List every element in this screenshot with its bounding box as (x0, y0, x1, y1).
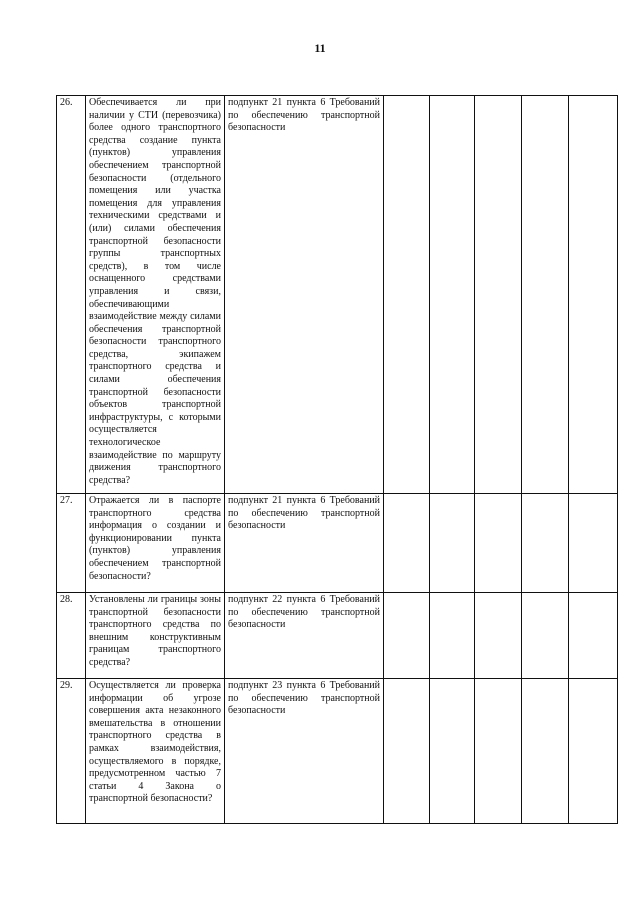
legal-reference: подпункт 23 пункта 6 Требований по обеспечению транспортной безопасности (225, 679, 384, 824)
answer-cell[interactable] (569, 494, 618, 593)
table-row (57, 96, 618, 494)
page-number: 11 (314, 41, 326, 55)
legal-reference: подпункт 21 пункта 6 Требований по обеспечению транспортной безопасности (225, 96, 384, 494)
answer-cell[interactable] (384, 96, 430, 494)
legal-reference: подпункт 21 пункта 6 Требований по обеспечению транспортной безопасности (225, 494, 384, 593)
table-row (57, 494, 618, 593)
answer-cell[interactable] (430, 593, 475, 679)
table-row (57, 593, 618, 679)
table-row (57, 679, 618, 824)
answer-cell[interactable] (569, 96, 618, 494)
question-text: Обеспечивается ли при наличии у СТИ (перевозчика) более одного транспортного средства создание пункта (пунктов) управления обеспечением транспортной безопасности (отдельного помещения или участка помещения для управления техническими средствами и (или) силами обеспечения транспортной безопасности группы транспортных средств), в том числе оснащенного средствами управления и связи, обеспечивающими взаимодействие между силами обеспечения транспортной безопасности транспортного средства, экипажем транспортного средства и силами обеспечения транспортной безопасности объектов транспортной инфраструктуры, с которыми осуществляется технологическое взаимодействие по маршруту движения транспортного средства? (86, 96, 225, 494)
question-text: Осуществляется ли проверка информации об угрозе совершения акта незаконного вмешательства в отношении транспортного средства в рамках взаимодействия, осуществляемого в порядке, предусмотренном частью 7 статьи 4 Закона о транспортной безопасности? (86, 679, 225, 824)
answer-cell[interactable] (475, 593, 522, 679)
row-number: 27. (57, 494, 86, 593)
row-number: 26. (57, 96, 86, 494)
answer-cell[interactable] (384, 494, 430, 593)
legal-reference: подпункт 22 пункта 6 Требований по обеспечению транспортной безопасности (225, 593, 384, 679)
answer-cell[interactable] (475, 679, 522, 824)
answer-cell[interactable] (475, 494, 522, 593)
answer-cell[interactable] (522, 593, 569, 679)
answer-cell[interactable] (430, 494, 475, 593)
answer-cell[interactable] (384, 679, 430, 824)
answer-cell[interactable] (522, 494, 569, 593)
checklist-table (56, 95, 618, 824)
answer-cell[interactable] (522, 679, 569, 824)
answer-cell[interactable] (430, 679, 475, 824)
row-number: 28. (57, 593, 86, 679)
answer-cell[interactable] (569, 679, 618, 824)
answer-cell[interactable] (430, 96, 475, 494)
question-text: Отражается ли в паспорте транспортного средства информация о создании и функционировании пункта (пунктов) управления обеспечением транспортной безопасности? (86, 494, 225, 593)
question-text: Установлены ли границы зоны транспортной безопасности транспортного средства по внешним конструктивным границам транспортного средства? (86, 593, 225, 679)
answer-cell[interactable] (569, 593, 618, 679)
answer-cell[interactable] (384, 593, 430, 679)
answer-cell[interactable] (475, 96, 522, 494)
answer-cell[interactable] (522, 96, 569, 494)
row-number: 29. (57, 679, 86, 824)
